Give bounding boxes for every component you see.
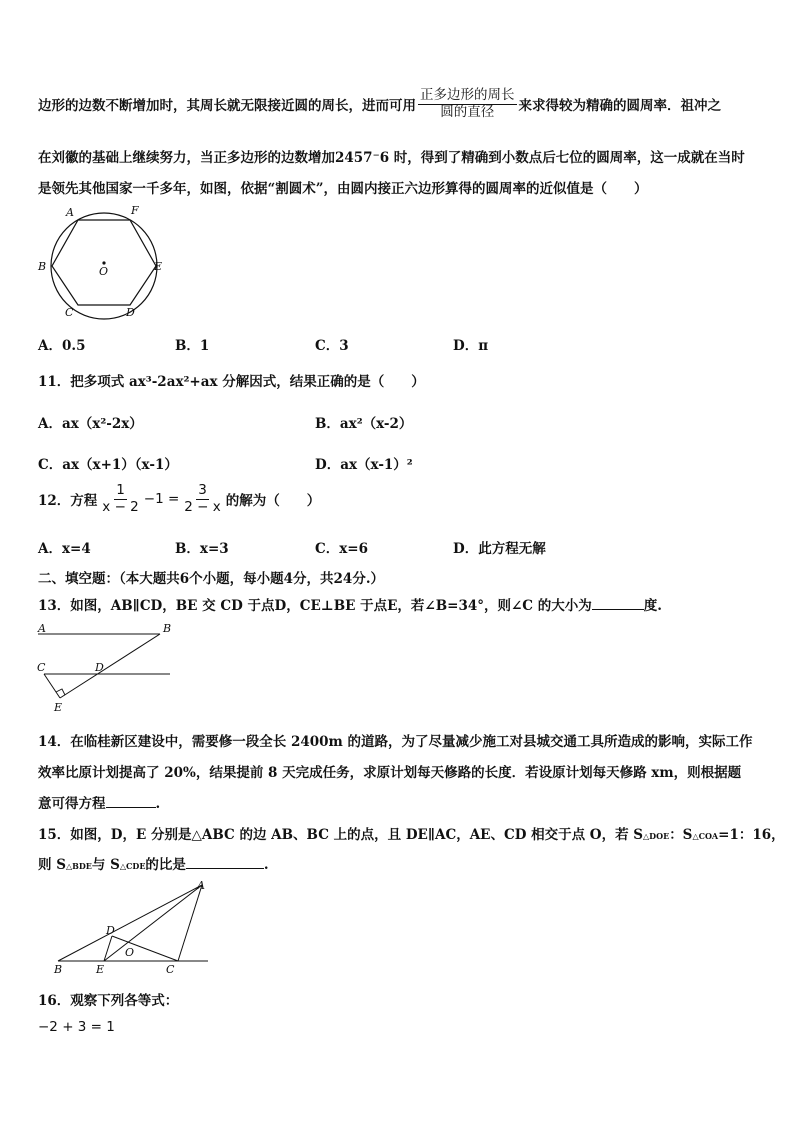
q14-line1: 14．在临桂新区建设中，需要修一段全长 2400m 的道路，为了尽量减少施工对县城交通工具所造成的影响，实际工作 (38, 734, 753, 750)
q15-line2-pre: 则 S (38, 857, 66, 873)
q13-figure (32, 620, 182, 715)
section-2-heading: 二、填空题：（本大题共6个小题，每小题4分，共24分.） (38, 571, 385, 587)
q13-label-b: B (163, 622, 172, 635)
q16-equation-1: −2 + 3 = 1 (38, 1019, 115, 1035)
q10-label-o: O (99, 265, 109, 278)
q12-f1-num: 1 (116, 482, 125, 498)
q12-option-b[interactable]: B．x=3 (175, 541, 229, 557)
q10-option-b[interactable]: B．1 (175, 338, 210, 354)
q10-line3: 是领先其他国家一千多年，如图，依据“割圆术”，由圆内接正六边形算得的圆周率的近似值是（ ） (38, 181, 648, 197)
q13-label-a: A (38, 622, 46, 635)
q14-answer-blank[interactable] (106, 793, 156, 808)
q10-line1 (38, 88, 721, 120)
q10-label-b: B (38, 260, 47, 273)
q11-option-d[interactable]: D．ax（x-1）² (315, 457, 413, 473)
q15-sub-2: △COA (692, 831, 719, 841)
q12-fraction-1 (100, 483, 140, 515)
q13-label-c: C (37, 661, 46, 674)
q10-option-d[interactable]: D．π (453, 338, 489, 354)
q13-label-d: D (95, 661, 104, 674)
q11-option-a[interactable]: A．ax（x²-2x） (38, 416, 143, 432)
q13-post: 度. (643, 598, 662, 614)
q12-f2-num: 3 (198, 482, 207, 498)
q14-line3-pre: 意可得方程 (38, 796, 106, 812)
q15-label-d: D (106, 924, 115, 937)
q13-answer-blank[interactable] (592, 595, 644, 610)
q12-stem (38, 483, 320, 515)
q10-line1-pre: 边形的边数不断增加时，其周长就无限接近圆的周长，进而可用 (38, 98, 416, 115)
q12-post: 的解为（ ） (225, 493, 321, 510)
q10-frac-num: 正多边形的周长 (420, 87, 515, 103)
q10-label-d: D (126, 306, 135, 319)
q10-label-f: F (131, 205, 139, 217)
q12-f2-den: 2 − x (184, 498, 221, 515)
q15-mid1: ：S (669, 827, 693, 843)
q12-option-d[interactable]: D．此方程无解 (453, 541, 546, 557)
q10-fraction (418, 88, 517, 120)
q10-line2: 在刘徽的基础上继续努力，当正多边形的边数增加2457⁻6 时，得到了精确到小数点后七位的圆周率，这一成就在当时 (38, 150, 745, 166)
q15-sub-1: △DOE (643, 831, 670, 841)
q10-option-a[interactable]: A．0.5 (38, 338, 86, 354)
q13-stem (38, 594, 662, 614)
q12-mid: −1 = (143, 491, 180, 508)
q15-line2-mid: 与 S (91, 857, 120, 873)
q12-fraction-2 (182, 483, 222, 515)
q14-line3-post: . (155, 796, 161, 812)
q15-answer-blank[interactable] (186, 854, 264, 869)
q15-line1-pre: 15．如图，D，E 分别是△ABC 的边 AB、BC 上的点，且 DE∥AC，AE、CD 相交于点 O，若 S (38, 827, 644, 843)
q14-line3 (38, 792, 160, 812)
q12-option-c[interactable]: C．x=6 (315, 541, 368, 557)
q10-option-c[interactable]: C．3 (315, 338, 349, 354)
q10-label-c: C (65, 306, 74, 319)
q10-line1-post: 来求得较为精确的圆周率．祖冲之 (518, 98, 721, 115)
q16-stem: 16．观察下列各等式： (38, 993, 179, 1009)
q13-label-e: E (54, 701, 63, 714)
q11-option-b[interactable]: B．ax²（x-2） (315, 416, 413, 432)
q10-frac-den: 圆的直径 (440, 103, 495, 120)
q10-label-e: E (154, 260, 163, 273)
q15-label-e: E (96, 963, 105, 976)
q15-line2-post: 的比是 (145, 857, 186, 873)
q15-line1-post: =1：16， (718, 827, 785, 843)
q10-label-a: A (66, 206, 74, 219)
q15-label-b: B (54, 963, 63, 976)
q15-label-c: C (166, 963, 175, 976)
q12-option-a[interactable]: A．x=4 (38, 541, 91, 557)
q12-pre: 12．方程 (38, 493, 98, 510)
q15-line1 (38, 823, 785, 843)
q11-stem: 11．把多项式 ax³-2ax²+ax 分解因式，结果正确的是（ ） (38, 374, 425, 390)
q15-label-o: O (125, 946, 135, 959)
q15-figure (50, 877, 225, 977)
q12-f1-den: x − 2 (102, 498, 139, 515)
q15-label-a: A (197, 879, 205, 892)
q13-stem-text: 13．如图，AB∥CD，BE 交 CD 于点D，CE⊥BE 于点E，若∠B=34°，则∠C 的大小为 (38, 598, 592, 614)
q11-option-c[interactable]: C．ax（x+1）（x-1） (38, 457, 178, 473)
q15-sub-4: △CDE (119, 861, 146, 871)
q15-sub-3: △BDE (65, 861, 92, 871)
q14-line2: 效率比原计划提高了 20%，结果提前 8 天完成任务，求原计划每天修路的长度．若设原计划每天修路 xm，则根据题 (38, 765, 742, 781)
q15-line2-end: . (263, 857, 269, 873)
q15-line2 (38, 853, 269, 873)
q10-hexagon-figure (32, 205, 172, 320)
